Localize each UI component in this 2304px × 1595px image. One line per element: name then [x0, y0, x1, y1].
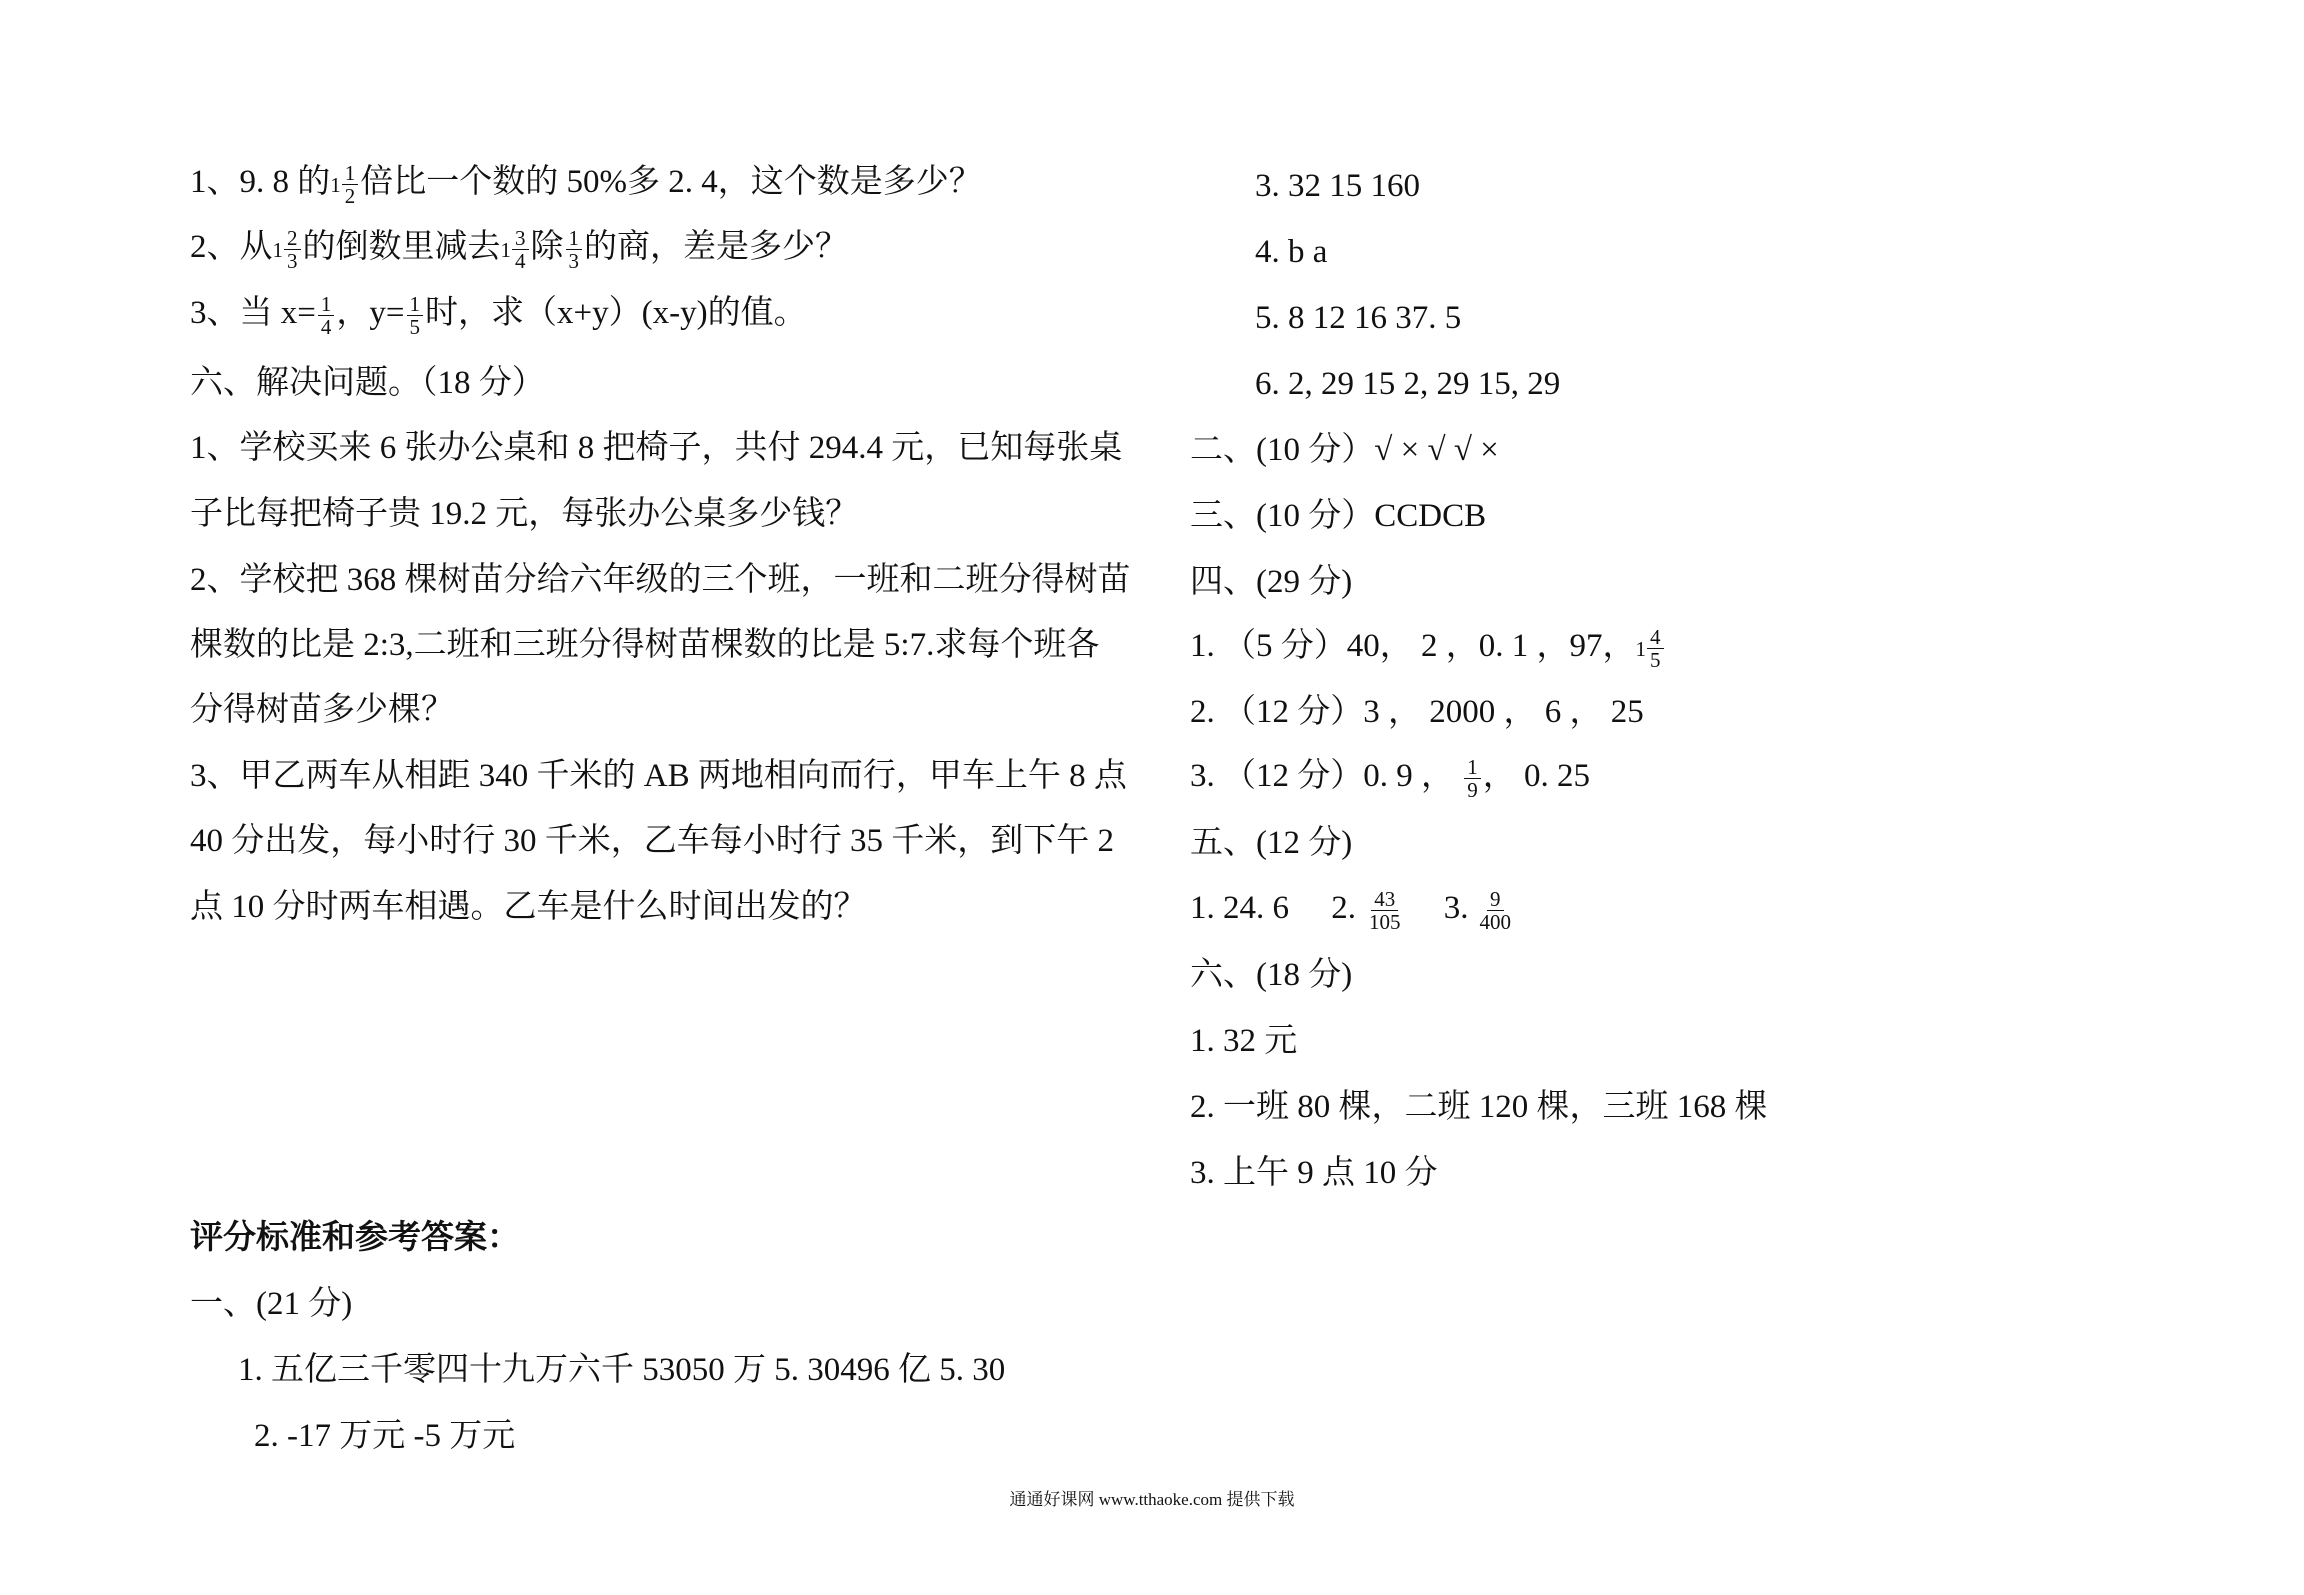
- mixed-whole: 1: [500, 237, 511, 262]
- answer-4-1-text: 1. （5 分）40， 2 ，0. 1 ，97，: [1190, 628, 1636, 665]
- mixed-whole: 1: [330, 172, 341, 197]
- answer-1-3: 3. 32 15 160: [1255, 168, 1420, 204]
- fraction: [1647, 626, 1664, 671]
- answer-4-3: [1190, 756, 1590, 801]
- problem-1-line-2: 子比每把椅子贵 19.2 元，每张办公桌多少钱？: [190, 496, 859, 532]
- answers-section-6: 六、(18 分): [1190, 957, 1353, 993]
- fraction: [1464, 756, 1481, 801]
- fraction: [1477, 888, 1515, 933]
- footer-credit: 通通好课网 www.tthaoke.com 提供下载: [1009, 1490, 1295, 1509]
- denominator: 4: [320, 315, 332, 339]
- answers-section-5: 五、(12 分): [1190, 825, 1353, 861]
- answers-section-2: 二、(10 分）√ × √ √ ×: [1190, 432, 1499, 468]
- answers-section-1: 一、(21 分): [190, 1286, 353, 1322]
- fraction: [566, 227, 583, 272]
- answer-1-2: 2. -17 万元 -5 万元: [254, 1418, 516, 1454]
- problem-1-line-1: 1、学校买来 6 张办公桌和 8 把椅子，共付 294.4 元，已知每张桌: [190, 430, 1123, 466]
- q3-text-post: 时，求（x+y）(x-y)的值。: [425, 295, 807, 332]
- answer-4-3-text-pre: 3. （12 分）0. 9 ，: [1190, 758, 1463, 795]
- fraction: [407, 293, 424, 338]
- question-3: [190, 293, 807, 338]
- numerator: 4: [1647, 626, 1664, 649]
- numerator: 43: [1371, 888, 1398, 911]
- answer-6-2: 2. 一班 80 棵，二班 120 棵，三班 168 棵: [1190, 1089, 1768, 1125]
- answer-5-1: 1. 24. 6: [1190, 890, 1289, 927]
- answer-5-3-label: 3.: [1443, 890, 1469, 927]
- answer-1-1: 1. 五亿三千零四十九万六千 53050 万 5. 30496 亿 5. 30: [238, 1352, 1006, 1388]
- answer-5: [1190, 888, 1516, 933]
- numerator: 1: [1464, 756, 1481, 779]
- answer-4-3-text-post: ， 0. 25: [1482, 758, 1590, 795]
- answers-section-4: 四、(29 分): [1190, 564, 1353, 600]
- q1-text-post: 倍比一个数的 50%多 2. 4，这个数是多少？: [360, 164, 982, 201]
- q3-text-pre: 3、当 x=: [190, 295, 316, 332]
- numerator: 1: [407, 293, 424, 316]
- numerator: 1: [566, 227, 583, 250]
- answer-4-1: [1190, 626, 1666, 671]
- q2-text-mid2: 除: [530, 229, 564, 266]
- answer-1-5: 5. 8 12 16 37. 5: [1255, 300, 1462, 336]
- denominator: 9: [1467, 778, 1478, 802]
- mixed-whole: 1: [272, 237, 283, 262]
- problem-2-line-1: 2、学校把 368 棵树苗分给六年级的三个班，一班和二班分得树苗: [190, 562, 1131, 598]
- denominator: 5: [1650, 648, 1661, 672]
- numerator: 3: [512, 227, 529, 250]
- denominator: 2: [344, 184, 356, 208]
- answer-1-4: 4. b a: [1255, 234, 1328, 270]
- q1-text-pre: 1、9. 8 的: [190, 164, 331, 201]
- problem-2-line-2: 棵数的比是 2:3,二班和三班分得树苗棵数的比是 5:7.求每个班各: [190, 627, 1100, 663]
- denominator: 5: [409, 315, 420, 339]
- fraction: [512, 227, 529, 272]
- denominator: 105: [1369, 910, 1401, 934]
- problem-3-line-3: 点 10 分时两车相遇。乙车是什么时间出发的？: [190, 889, 867, 925]
- fraction: [318, 293, 335, 338]
- q3-text-mid: ，y=: [336, 295, 405, 332]
- answer-4-2: 2. （12 分）3 ， 2000 ， 6 ， 25: [1190, 694, 1644, 730]
- problem-3-line-2: 40 分出发，每小时行 30 千米，乙车每小时行 35 千米，到下午 2: [190, 823, 1114, 859]
- denominator: 3: [568, 249, 579, 273]
- answers-section-3: 三、(10 分）CCDCB: [1190, 498, 1487, 534]
- numerator: 1: [342, 162, 359, 185]
- question-2: [190, 227, 848, 272]
- answer-6-3: 3. 上午 9 点 10 分: [1190, 1155, 1438, 1191]
- answer-5-2-label: 2.: [1331, 890, 1356, 927]
- mixed-whole: 1: [1635, 636, 1646, 661]
- numerator: 9: [1487, 888, 1504, 911]
- fraction: [342, 162, 359, 207]
- fraction: [284, 227, 301, 272]
- q2-text-mid1: 的倒数里减去: [302, 229, 501, 266]
- answer-6-1: 1. 32 元: [1190, 1023, 1298, 1059]
- question-1: [190, 162, 982, 207]
- q2-text-pre: 2、从: [190, 229, 273, 266]
- numerator: 2: [284, 227, 301, 250]
- section-6-title: 六、解决问题。（18 分）: [190, 365, 545, 401]
- fraction: [1366, 888, 1404, 933]
- problem-2-line-3: 分得树苗多少棵？: [190, 692, 454, 728]
- q2-text-post: 的商，差是多少？: [584, 229, 848, 266]
- denominator: 400: [1479, 910, 1511, 934]
- problem-3-line-1: 3、甲乙两车从相距 340 千米的 AB 两地相向而行，甲车上午 8 点: [190, 758, 1127, 794]
- answers-title: 评分标准和参考答案：: [190, 1220, 520, 1256]
- denominator: 4: [515, 249, 526, 273]
- answer-1-6: 6. 2, 29 15 2, 29 15, 29: [1255, 366, 1561, 402]
- numerator: 1: [318, 293, 335, 316]
- denominator: 3: [287, 249, 298, 273]
